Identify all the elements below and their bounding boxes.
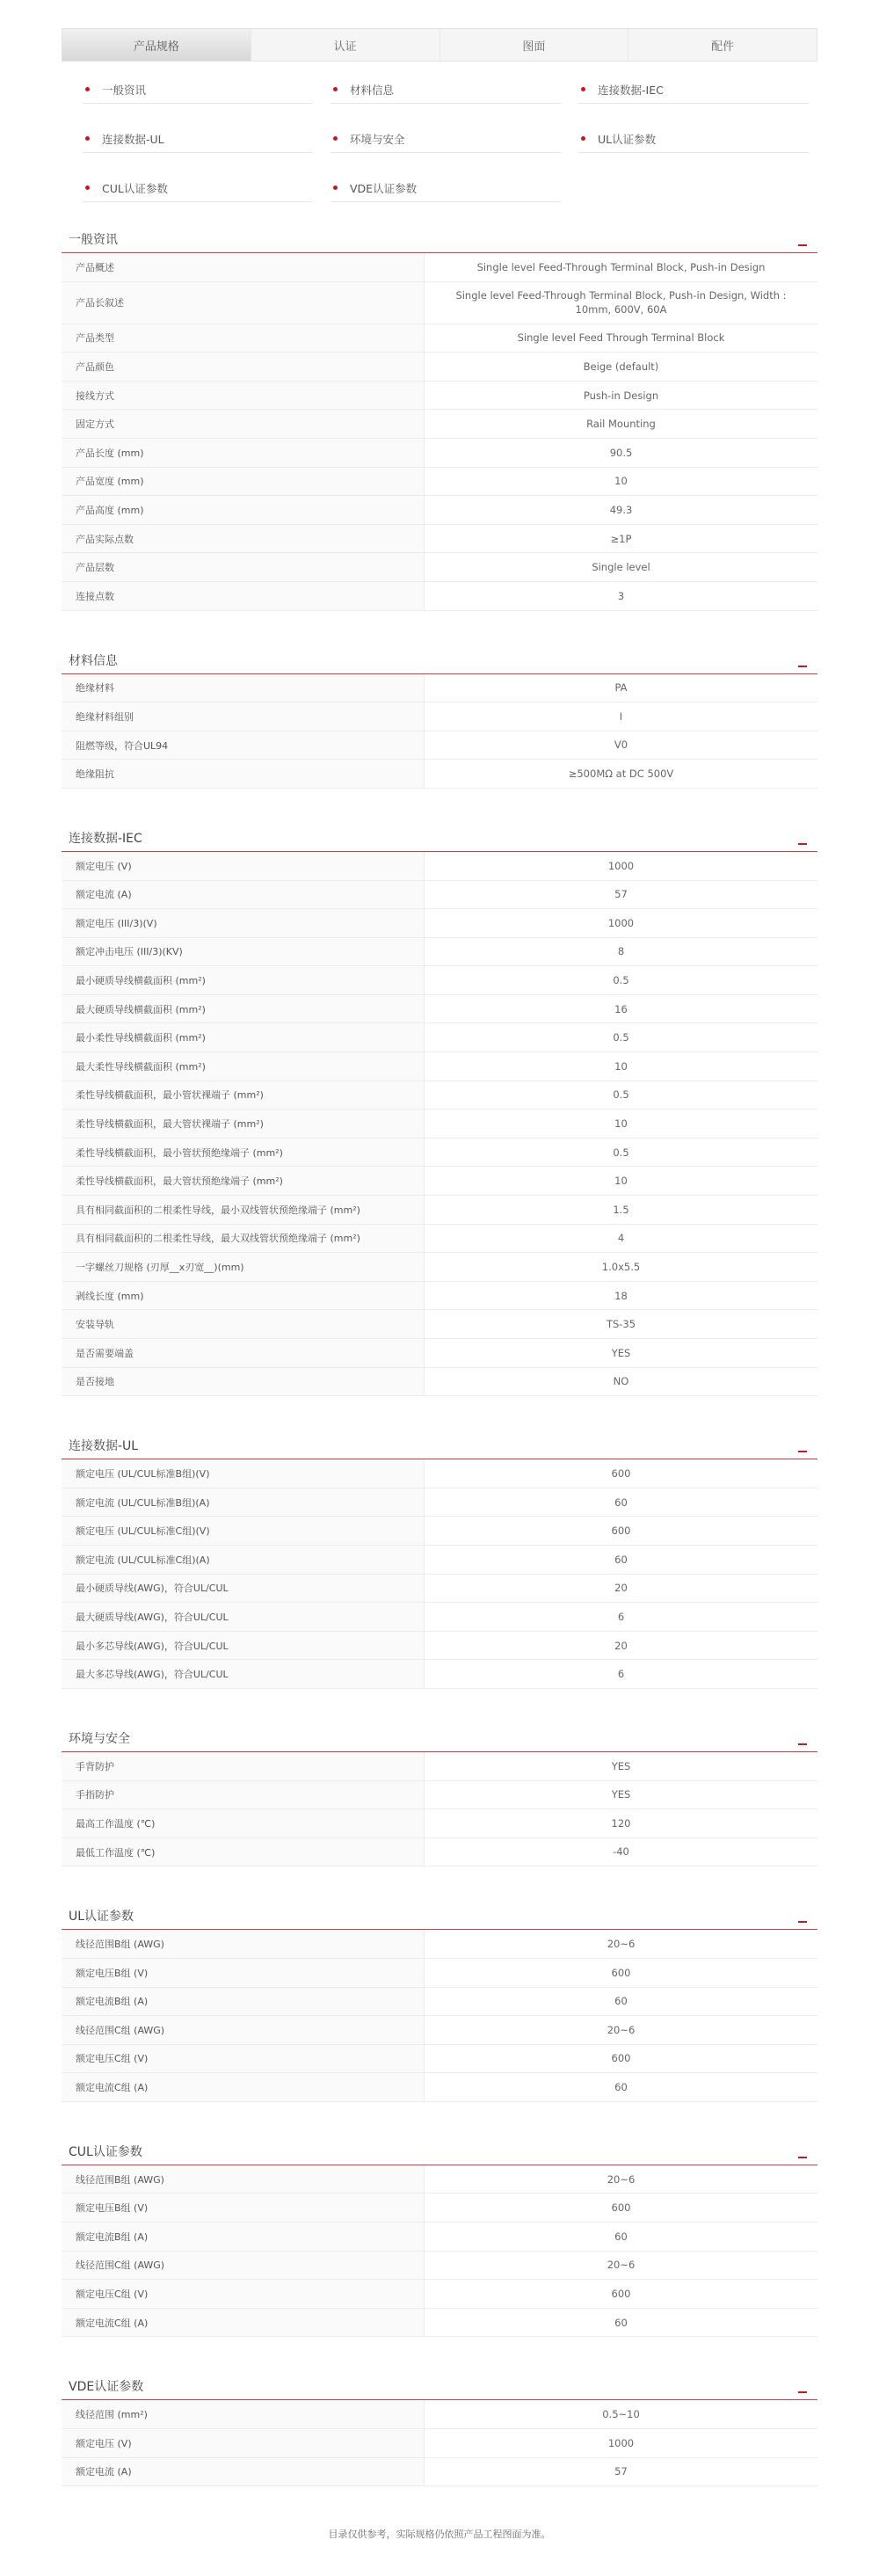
spec-row (62, 1081, 817, 1110)
spec-value: ≥1P (610, 532, 632, 545)
spec-row (62, 2016, 817, 2045)
spec-label: 线径范围 (mm²) (62, 2400, 425, 2428)
spec-row (62, 2045, 817, 2074)
spec-row (62, 2252, 817, 2281)
spec-row (62, 1930, 817, 1959)
spec-value: 20~6 (607, 2172, 636, 2186)
spec-label: 最大多芯导线(AWG)，符合UL/CUL (62, 1660, 425, 1688)
spec-value: Beige (default) (583, 360, 659, 373)
spec-value: 10 (614, 1175, 628, 1188)
spec-value: 10 (614, 475, 628, 488)
spec-label: 产品颜色 (62, 353, 425, 381)
spec-label: 最小硬质导线(AWG)，符合UL/CUL (62, 1575, 425, 1603)
spec-row (62, 439, 817, 468)
quick-link[interactable] (331, 125, 561, 153)
spec-label: 产品类型 (62, 324, 425, 353)
spec-value: 600 (611, 2201, 631, 2215)
spec-label: 额定电压B组 (V) (62, 2194, 425, 2222)
spec-label: 额定电压 (V) (62, 852, 425, 880)
collapse-icon[interactable] (796, 831, 809, 845)
section-header (62, 223, 817, 253)
section-title: CUL认证参数 (69, 2144, 142, 2159)
spec-value: 57 (614, 888, 628, 901)
spec-label: 最大硬质导线横截面积 (mm²) (62, 995, 425, 1023)
spec-label: 最小硬质导线横截面积 (mm²) (62, 966, 425, 994)
spec-row (62, 1310, 817, 1339)
spec-value: 1000 (607, 916, 635, 929)
spec-value: Push-in Design (583, 389, 659, 402)
spec-label: 额定电压C组 (V) (62, 2045, 425, 2073)
spec-label: 产品长叙述 (62, 282, 425, 324)
spec-value: V0 (614, 739, 628, 752)
spec-row (62, 1167, 817, 1196)
tab-specifications[interactable]: 产品规格 (62, 29, 251, 61)
quick-link-label: 一般资讯 (102, 83, 147, 97)
collapse-icon[interactable] (796, 2144, 809, 2158)
collapse-icon[interactable] (796, 1438, 809, 1452)
spec-value: 6 (617, 1610, 625, 1623)
spec-label: 产品长度 (mm) (62, 439, 425, 467)
spec-row (62, 1603, 817, 1632)
spec-row (62, 2309, 817, 2338)
quick-link[interactable] (578, 125, 809, 153)
spec-value: 1000 (607, 859, 635, 872)
spec-label: 最高工作温度 (℃) (62, 1809, 425, 1837)
spec-row (62, 2458, 817, 2487)
tab-accessories[interactable]: 配件 (711, 40, 735, 54)
spec-value: 60 (614, 2081, 628, 2094)
spec-label: 手指防护 (62, 1781, 425, 1809)
spec-label: 额定电流 (A) (62, 881, 425, 909)
spec-label: 额定电压C组 (V) (62, 2280, 425, 2308)
section-quick-links (62, 62, 817, 223)
spec-row (62, 1809, 817, 1838)
spec-label: 产品实际点数 (62, 525, 425, 553)
collapse-icon[interactable] (796, 1731, 809, 1745)
spec-row (62, 1459, 817, 1488)
spec-value: 20~6 (607, 2259, 636, 2272)
quick-link-label: VDE认证参数 (350, 181, 418, 195)
collapse-icon[interactable] (796, 653, 809, 667)
spec-row (62, 2400, 817, 2429)
spec-value: 0.5~10 (602, 2408, 640, 2421)
spec-row (62, 1339, 817, 1368)
spec-value: 57 (614, 2465, 628, 2478)
spec-value: Rail Mounting (586, 418, 656, 431)
spec-value: 120 (611, 1816, 631, 1830)
spec-value: 600 (611, 2288, 631, 2300)
spec-value: -40 (613, 1845, 629, 1859)
collapse-icon[interactable] (796, 1909, 809, 1923)
section-header (62, 2370, 817, 2400)
bullet-dot-icon (85, 136, 90, 141)
section-title: 材料信息 (69, 653, 118, 668)
quick-link-label: CUL认证参数 (102, 181, 168, 195)
section-header (62, 822, 817, 852)
spec-value: 60 (614, 1995, 628, 2008)
spec-label: 线径范围B组 (AWG) (62, 2165, 425, 2194)
spec-value: 10 (614, 1117, 628, 1130)
section-header (62, 1722, 817, 1752)
spec-value: I (619, 709, 623, 723)
spec-label: 柔性导线横截面积，最小管状裸端子 (mm²) (62, 1081, 425, 1110)
spec-value: YES (611, 1788, 631, 1801)
tab-drawings[interactable]: 图面 (440, 29, 629, 61)
collapse-icon[interactable] (796, 2379, 809, 2393)
spec-row (62, 496, 817, 525)
spec-label: 柔性导线横截面积，最小管状预绝缘端子 (mm²) (62, 1139, 425, 1167)
spec-value: Single level Feed-Through Terminal Block, Push-in Design, Width : 10mm, 600V, 60A (455, 289, 787, 317)
spec-row (62, 410, 817, 439)
section-header (62, 644, 817, 674)
spec-label: 最大柔性导线横截面积 (mm²) (62, 1052, 425, 1081)
spec-value: TS-35 (606, 1318, 636, 1331)
spec-label: 线径范围C组 (AWG) (62, 2252, 425, 2280)
spec-label: 额定电流C组 (A) (62, 2309, 425, 2337)
spec-row (62, 468, 817, 497)
quick-link-label: 连接数据-UL (102, 132, 164, 146)
bullet-dot-icon (581, 136, 585, 141)
spec-section (62, 1722, 817, 1867)
spec-label: 绝缘材料 (62, 674, 425, 702)
spec-row (62, 938, 817, 967)
section-header (62, 1430, 817, 1459)
spec-row (62, 1139, 817, 1168)
quick-link-label: 连接数据-IEC (598, 83, 664, 97)
spec-label: 额定电流B组 (A) (62, 1988, 425, 2016)
spec-row (62, 253, 817, 282)
spec-value: 60 (614, 1553, 628, 1566)
spec-value: 600 (611, 2052, 631, 2065)
section-title: UL认证参数 (69, 1910, 134, 1925)
spec-label: 额定电压 (III/3)(V) (62, 909, 425, 937)
section-title: VDE认证参数 (69, 2380, 144, 2395)
tab-certification[interactable]: 认证 (251, 29, 440, 61)
spec-label: 产品层数 (62, 553, 425, 581)
spec-label: 最低工作温度 (℃) (62, 1838, 425, 1867)
section-title: 环境与安全 (69, 1731, 130, 1746)
spec-row (62, 1225, 817, 1254)
spec-value: NO (613, 1375, 629, 1388)
spec-label: 额定电流 (A) (62, 2458, 425, 2486)
spec-value: ≥500MΩ at DC 500V (568, 768, 674, 781)
spec-row (62, 2429, 817, 2458)
spec-row (62, 731, 817, 760)
spec-row (62, 1110, 817, 1139)
spec-value: 60 (614, 2316, 628, 2329)
spec-label: 柔性导线横截面积，最大管状裸端子 (mm²) (62, 1110, 425, 1138)
spec-value: 1.0x5.5 (601, 1260, 641, 1273)
spec-label: 额定电流C组 (A) (62, 2073, 425, 2101)
spec-row (62, 382, 817, 411)
spec-row (62, 2194, 817, 2223)
spec-label: 额定电压 (UL/CUL标准B组)(V) (62, 1459, 425, 1488)
spec-value: PA (614, 681, 628, 695)
spec-row (62, 881, 817, 910)
spec-value: 600 (611, 1524, 631, 1538)
spec-value: 20~6 (607, 2023, 636, 2036)
spec-label: 接线方式 (62, 382, 425, 410)
spec-value: 0.5 (613, 974, 629, 987)
spec-row (62, 324, 817, 353)
bullet-dot-icon (581, 87, 585, 91)
spec-row (62, 760, 817, 789)
spec-section (62, 223, 817, 611)
spec-label: 一字螺丝刀规格 (刃厚__x刃宽__)(mm) (62, 1253, 425, 1281)
spec-value: YES (611, 1346, 631, 1359)
spec-row (62, 1988, 817, 2017)
spec-value: YES (611, 1759, 631, 1772)
spec-label: 线径范围B组 (AWG) (62, 1930, 425, 1958)
bullet-dot-icon (85, 87, 90, 91)
spec-label: 额定电流 (UL/CUL标准C组)(A) (62, 1546, 425, 1574)
quick-link[interactable] (578, 76, 809, 104)
spec-row (62, 1282, 817, 1311)
quick-link[interactable] (331, 76, 561, 104)
spec-value: 1000 (607, 2436, 635, 2449)
spec-section (62, 1430, 817, 1689)
quick-link-label: UL认证参数 (598, 132, 657, 146)
spec-label: 手背防护 (62, 1752, 425, 1780)
spec-row (62, 1660, 817, 1689)
spec-row (62, 582, 817, 611)
spec-value: Single level Feed Through Terminal Block (517, 331, 725, 345)
spec-row (62, 1838, 817, 1867)
spec-value: 0.5 (613, 1088, 629, 1102)
bullet-dot-icon (333, 136, 338, 141)
spec-row (62, 1752, 817, 1781)
spec-section (62, 2370, 817, 2486)
spec-row (62, 1781, 817, 1810)
spec-section (62, 822, 817, 1396)
spec-label: 额定电流 (UL/CUL标准B组)(A) (62, 1488, 425, 1517)
spec-row (62, 282, 817, 324)
spec-value: 49.3 (609, 503, 633, 516)
spec-label: 剥线长度 (mm) (62, 1282, 425, 1310)
spec-label: 产品高度 (mm) (62, 496, 425, 524)
spec-row (62, 1368, 817, 1397)
spec-value: Single level Feed-Through Terminal Block, Push-in Design (476, 260, 766, 273)
spec-value: 60 (614, 1495, 628, 1509)
spec-row (62, 1632, 817, 1661)
spec-label: 固定方式 (62, 410, 425, 438)
spec-label: 产品宽度 (mm) (62, 468, 425, 496)
spec-row (62, 909, 817, 938)
bullet-dot-icon (333, 186, 338, 190)
spec-value: Single level (592, 561, 650, 574)
spec-section (62, 2136, 817, 2338)
quick-link-label: 材料信息 (350, 83, 395, 97)
spec-value: 3 (617, 589, 625, 602)
spec-value: 90.5 (609, 446, 633, 459)
spec-value: 20~6 (607, 1938, 636, 1951)
product-spec-page (62, 0, 817, 2576)
spec-label: 具有相同截面积的二根柔性导线，最小双线管状预绝缘端子 (mm²) (62, 1196, 425, 1224)
spec-label: 绝缘材料组别 (62, 702, 425, 731)
spec-row (62, 553, 817, 582)
spec-row (62, 674, 817, 703)
spec-value: 6 (617, 1668, 625, 1681)
spec-row (62, 525, 817, 554)
spec-label: 阻燃等级，符合UL94 (62, 731, 425, 760)
section-title: 连接数据-IEC (69, 831, 142, 846)
quick-link[interactable] (83, 174, 313, 202)
spec-value: 1.5 (613, 1203, 629, 1216)
collapse-icon[interactable] (796, 232, 809, 246)
spec-label: 额定电流B组 (A) (62, 2223, 425, 2251)
spec-label: 连接点数 (62, 582, 425, 610)
spec-label: 额定电压 (V) (62, 2429, 425, 2457)
spec-label: 具有相同截面积的二根柔性导线，最大双线管状预绝缘端子 (mm²) (62, 1225, 425, 1253)
spec-value: 8 (617, 945, 625, 958)
bullet-dot-icon (333, 87, 338, 91)
spec-value: 600 (611, 1966, 631, 1979)
spec-row (62, 1253, 817, 1282)
quick-link[interactable] (83, 125, 313, 153)
spec-label: 柔性导线横截面积，最大管状预绝缘端子 (mm²) (62, 1167, 425, 1195)
spec-row (62, 2280, 817, 2309)
spec-label: 是否需要端盖 (62, 1339, 425, 1367)
spec-row (62, 702, 817, 731)
spec-value: 20 (614, 1639, 628, 1652)
bullet-dot-icon (85, 186, 90, 190)
spec-row (62, 1488, 817, 1517)
spec-label: 最大硬质导线(AWG)，符合UL/CUL (62, 1603, 425, 1631)
spec-label: 产品概述 (62, 253, 425, 281)
spec-value: 20 (614, 1582, 628, 1595)
spec-sections (62, 223, 817, 2486)
section-header (62, 2136, 817, 2165)
spec-value: 600 (611, 1466, 631, 1480)
spec-section (62, 1900, 817, 2102)
spec-label: 额定电压 (UL/CUL标准C组)(V) (62, 1517, 425, 1545)
spec-row (62, 2073, 817, 2102)
section-title: 连接数据-UL (69, 1439, 139, 1454)
spec-label: 是否接地 (62, 1368, 425, 1396)
spec-row (62, 1959, 817, 1988)
spec-row (62, 1546, 817, 1575)
spec-label: 绝缘阻抗 (62, 760, 425, 788)
spec-value: 18 (614, 1289, 628, 1302)
spec-value: 10 (614, 1059, 628, 1073)
spec-row (62, 1023, 817, 1052)
spec-row (62, 1517, 817, 1546)
spec-value: 16 (614, 1002, 628, 1015)
spec-row (62, 852, 817, 881)
quick-link[interactable] (331, 174, 561, 202)
spec-label: 额定电压B组 (V) (62, 1959, 425, 1987)
tab-bar (62, 28, 817, 62)
spec-row (62, 966, 817, 995)
spec-row (62, 2165, 817, 2194)
spec-row (62, 1575, 817, 1604)
section-title: 一般资讯 (69, 233, 118, 247)
footer-disclaimer: 目录仅供参考，实际规格仍依照产品工程图面为准。 (328, 2529, 551, 2541)
spec-value: 4 (617, 1232, 625, 1245)
quick-link[interactable] (83, 76, 313, 104)
spec-label: 最小柔性导线横截面积 (mm²) (62, 1023, 425, 1052)
quick-link-label: 环境与安全 (350, 132, 405, 146)
spec-label: 额定冲击电压 (III/3)(KV) (62, 938, 425, 966)
spec-value: 0.5 (613, 1031, 629, 1044)
spec-label: 线径范围C组 (AWG) (62, 2016, 425, 2044)
spec-row (62, 995, 817, 1024)
spec-value: 0.5 (613, 1146, 629, 1159)
spec-row (62, 2223, 817, 2252)
spec-section (62, 644, 817, 789)
spec-row (62, 1052, 817, 1081)
spec-value: 60 (614, 2230, 628, 2243)
spec-row (62, 1196, 817, 1225)
spec-label: 安装导轨 (62, 1310, 425, 1338)
spec-row (62, 353, 817, 382)
section-header (62, 1900, 817, 1930)
spec-label: 最小多芯导线(AWG)，符合UL/CUL (62, 1632, 425, 1660)
